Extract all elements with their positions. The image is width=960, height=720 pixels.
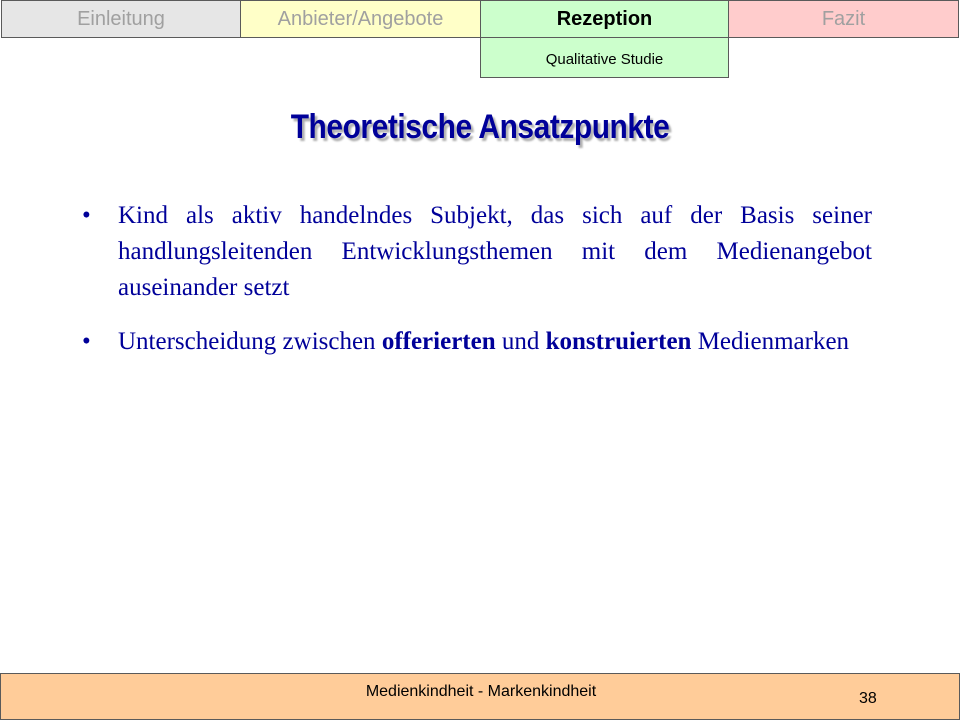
tab-fazit[interactable]: Fazit — [728, 0, 959, 38]
subtab-qualitative-studie[interactable]: Qualitative Studie — [480, 38, 729, 78]
page-number: 38 — [859, 690, 877, 707]
bullet-item — [82, 198, 872, 306]
bullet-text-part: Medienmarken — [691, 328, 850, 355]
bold-term-offerierten: offerierten — [381, 328, 496, 355]
bullet-text: Kind als aktiv handelndes Subjekt, das sich auf der Basis seiner handlungsleitenden Entwicklungsthemen mit dem Medienangebot auseinander setzt — [118, 202, 872, 301]
slide-title: Theoretische Ansatzpunkte — [290, 108, 670, 146]
section-navigation — [0, 0, 960, 68]
bullet-text-part: Unterscheidung zwischen — [118, 328, 382, 355]
bullet-text-part: und — [495, 328, 546, 355]
footer-title: Medienkindheit - Markenkindheit — [365, 683, 597, 700]
tab-anbieter-angebote[interactable]: Anbieter/Angebote — [240, 0, 481, 38]
bullet-dot: • — [82, 202, 91, 229]
bullet-list — [82, 198, 872, 378]
footer — [0, 673, 960, 720]
bullet-dot: • — [82, 328, 91, 355]
bold-term-konstruierten: konstruierten — [545, 328, 692, 355]
bullet-item — [82, 324, 872, 360]
tab-rezeption[interactable]: Rezeption — [480, 0, 729, 38]
tab-einleitung[interactable]: Einleitung — [1, 0, 241, 38]
